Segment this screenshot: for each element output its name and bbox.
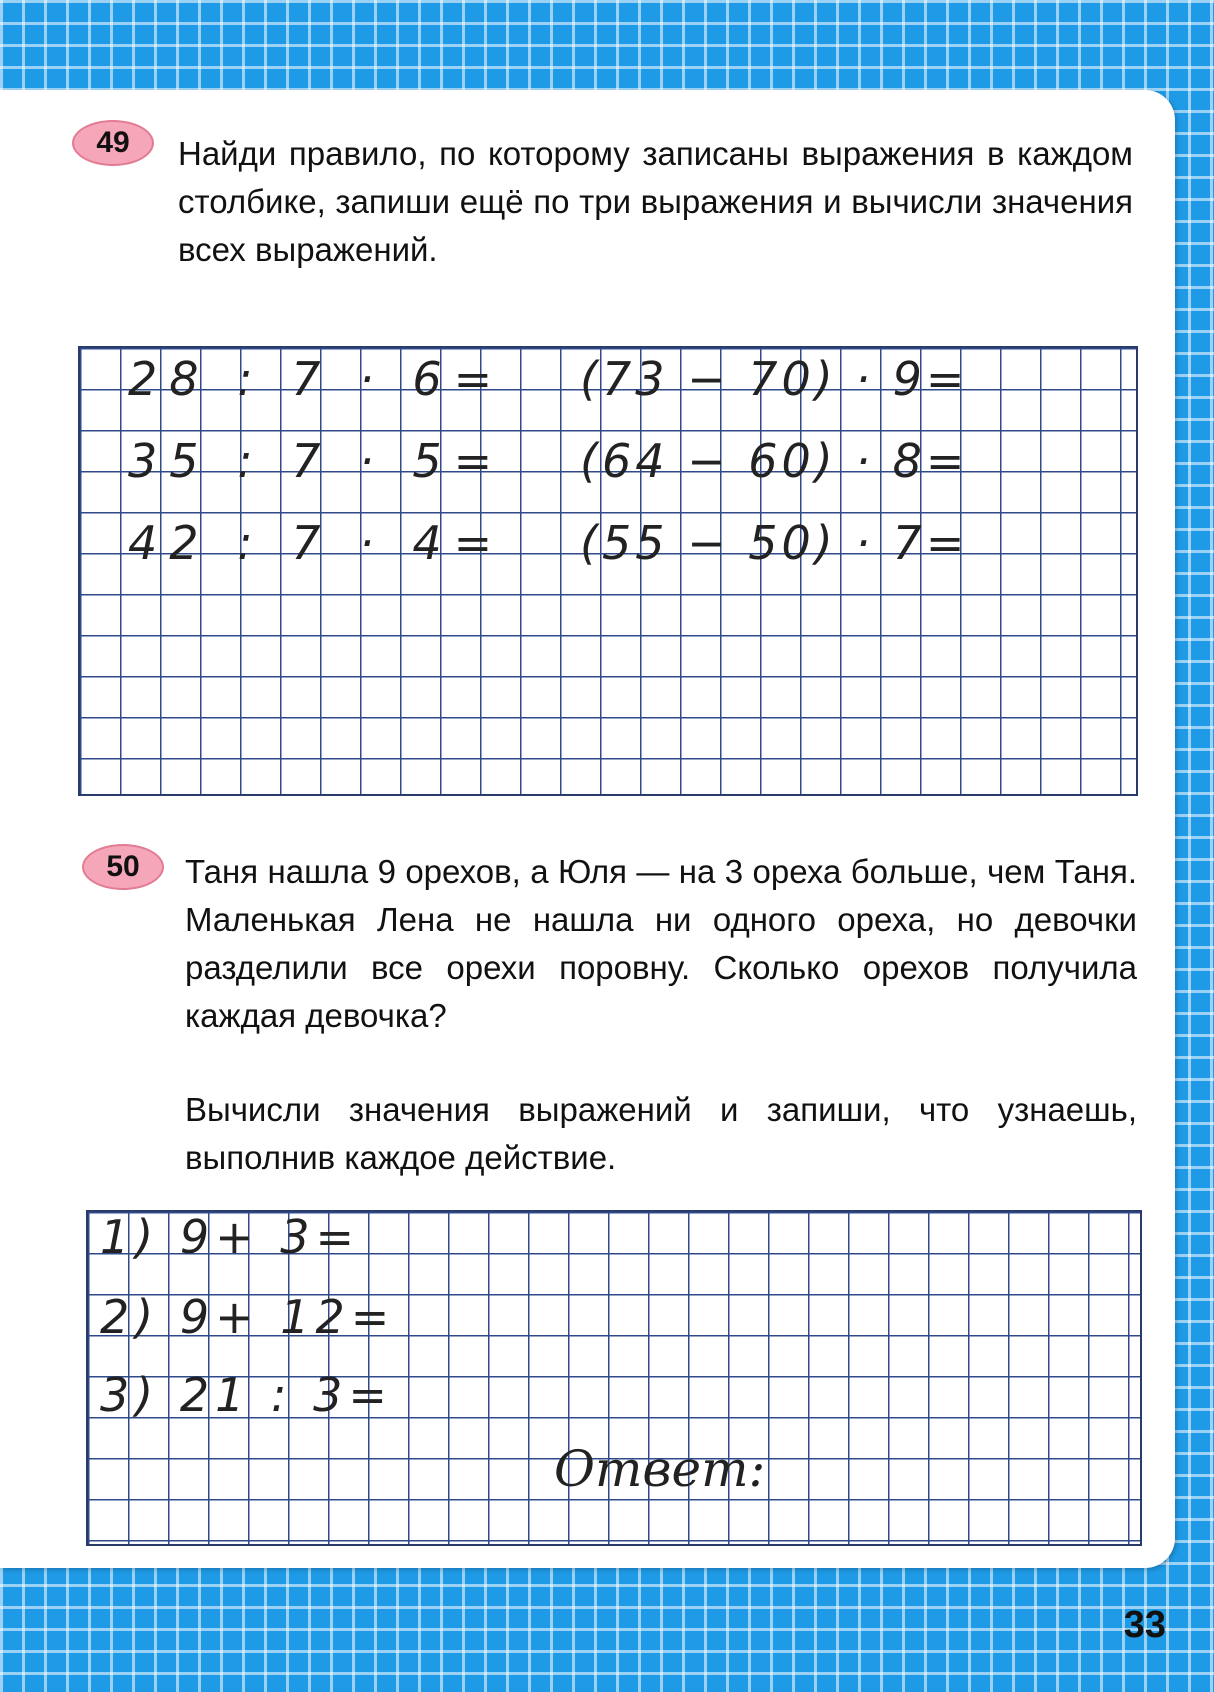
task-50-step-1: 1) 9+ 3=: [100, 1210, 361, 1264]
answer-label: Ответ:: [554, 1440, 766, 1498]
task-50-step-3: 3) 21 : 3=: [100, 1368, 393, 1422]
task-49-badge: [72, 120, 154, 166]
task-50-text: Таня нашла 9 орехов, а Юля — на 3 ореха больше, чем Таня. Маленькая Лена не нашла ни одного ореха, но девочки разделили все орехи поровну. Сколько орехов получила каждая девочка?: [185, 853, 1137, 1034]
task-49-right-line-1: (73 − 70) · 9=: [580, 352, 969, 406]
task-50-step-2: 2) 9+ 12=: [100, 1290, 396, 1344]
task-49-right-line-3: (55 − 50) · 7=: [580, 516, 969, 570]
task-49-right-line-2: (64 − 60) · 8=: [580, 434, 969, 488]
task-49-grid: [78, 346, 1138, 796]
task-49-number: 49: [96, 126, 130, 159]
task-49-text: Найди правило, по которому записаны выражения в каждом столбике, запиши ещё по три выражения и вычисли значения всех выражений.: [178, 135, 1133, 268]
page-number: 33: [1123, 1604, 1166, 1646]
task-49-left-line-3: 42 : 7 · 4=: [128, 516, 505, 570]
task-50-instruction: Вычисли значения выражений и запиши, что узнаешь, выполнив каждое действие.: [185, 1091, 1137, 1176]
task-49-left-line-1: 28 : 7 · 6=: [128, 352, 505, 406]
task-50-number: 50: [106, 850, 140, 883]
task-50-grid: [86, 1210, 1142, 1546]
task-49-left-line-2: 35 : 7 · 5=: [128, 434, 505, 488]
task-50-badge: [82, 844, 164, 890]
workbook-page: [0, 90, 1175, 1568]
